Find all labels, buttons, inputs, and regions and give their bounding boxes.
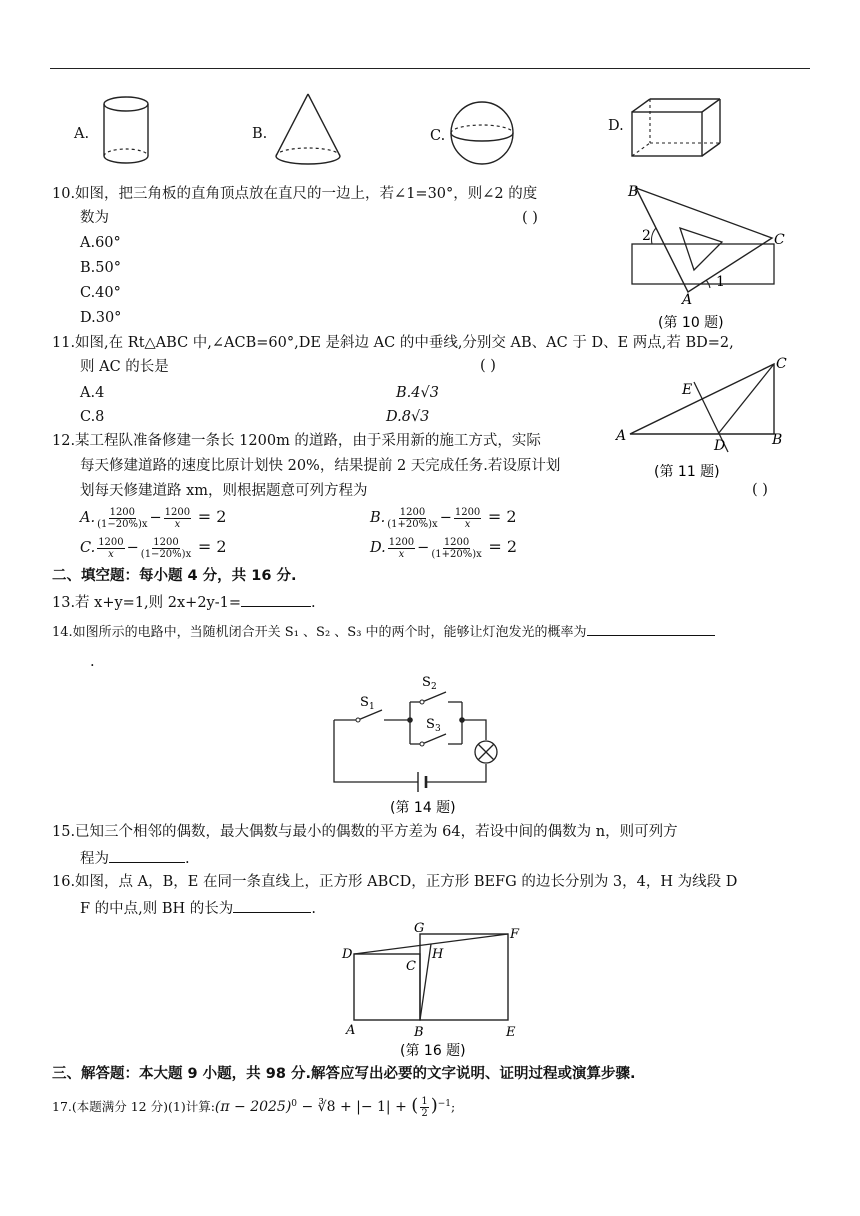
q12-option-b-n2: 1200 bbox=[454, 506, 481, 518]
q16-end: . bbox=[311, 901, 316, 917]
shape-option-c bbox=[430, 100, 540, 170]
q17-expr1: (π − 2025) bbox=[214, 1099, 292, 1116]
q17-end: ; bbox=[451, 1099, 456, 1115]
q14-label-s1: S bbox=[360, 695, 369, 710]
q11-answer-paren: ( ) bbox=[480, 358, 496, 374]
q12-option-c-n1: 1200 bbox=[98, 536, 124, 548]
q12-option-d-label: D. bbox=[370, 540, 386, 556]
q10-stem-line2: 数为 bbox=[80, 210, 109, 226]
q15-stem-line2 bbox=[80, 848, 190, 869]
shape-label-b: B. bbox=[252, 126, 268, 142]
q10-label-b: B bbox=[628, 184, 639, 200]
q16-label-h: H bbox=[432, 947, 444, 962]
q10-label-c: C bbox=[774, 232, 785, 248]
q16-label-a: A bbox=[346, 1023, 356, 1038]
q13-end: . bbox=[311, 595, 316, 611]
q15-answer-blank[interactable] bbox=[109, 848, 185, 863]
q10-option-d: D.30° bbox=[80, 310, 122, 326]
q10-figure bbox=[622, 182, 802, 332]
q11-label-b: B bbox=[772, 432, 783, 448]
q14-stem bbox=[52, 621, 715, 643]
q17-half-n: 1 bbox=[421, 1096, 428, 1108]
q12-option-b-frac1 bbox=[387, 507, 437, 530]
q14-end: . bbox=[90, 654, 95, 670]
q12-option-b bbox=[370, 504, 517, 530]
q16-label-c: C bbox=[406, 959, 416, 974]
q14-label-s2: S bbox=[422, 675, 431, 690]
q11-label-e: E bbox=[682, 382, 693, 398]
q12-option-c-d1: x bbox=[108, 548, 114, 560]
shape-option-a bbox=[74, 92, 174, 168]
q12-option-c-frac2 bbox=[141, 537, 191, 560]
q12-option-c-rhs: = 2 bbox=[197, 537, 227, 556]
q12-option-a-label: A. bbox=[80, 510, 96, 526]
q12-option-b-frac2 bbox=[454, 507, 481, 530]
q12-option-c-d2: (1−20%)x bbox=[140, 548, 192, 560]
cone-icon bbox=[270, 92, 350, 168]
q16-label-f: F bbox=[510, 927, 520, 942]
q12-option-d-n1: 1200 bbox=[388, 536, 415, 548]
q16-stem-line1: 16.如图，点 A，B，E 在同一条直线上，正方形 ABCD，正方形 BEFG 的边长分别为 3，4，H 为线段 D bbox=[52, 874, 738, 890]
q12-option-a-d2: x bbox=[174, 518, 181, 530]
q11-option-c: C.8 bbox=[80, 409, 105, 425]
q12-answer-paren: ( ) bbox=[752, 482, 768, 498]
q11-caption: (第 11 题) bbox=[654, 464, 720, 480]
q14-caption: (第 14 题) bbox=[390, 800, 456, 816]
q12-option-d-n2: 1200 bbox=[443, 536, 470, 548]
q12-option-a-rhs: = 2 bbox=[197, 507, 227, 526]
q10-option-c: C.40° bbox=[80, 285, 121, 301]
q10-label-2: 2 bbox=[642, 228, 651, 244]
q14-label-s3-sub: 3 bbox=[435, 724, 441, 734]
q12-option-d-frac1 bbox=[388, 537, 415, 560]
q10-label-a: A bbox=[682, 292, 693, 308]
q12-option-a-minus: − bbox=[149, 510, 162, 526]
shape-option-b bbox=[252, 92, 362, 168]
q12-option-b-minus: − bbox=[439, 510, 452, 526]
cylinder-icon bbox=[96, 92, 166, 168]
q14-answer-blank[interactable] bbox=[587, 621, 715, 636]
q16-caption: (第 16 题) bbox=[400, 1043, 466, 1059]
q12-option-c-label: C. bbox=[80, 540, 96, 556]
q15-line2-text: 程为 bbox=[80, 851, 109, 867]
q11-label-c: C bbox=[776, 356, 787, 372]
q14-label-s1-sub: 1 bbox=[369, 702, 375, 712]
q17-half-frac bbox=[420, 1096, 428, 1119]
q11-label-d: D bbox=[714, 438, 726, 454]
q10-option-b: B.50° bbox=[80, 260, 121, 276]
q16-figure bbox=[340, 920, 530, 1060]
q14-text: 14.如图所示的电路中，当随机闭合开关 S₁ 、S₂ 、S₃ 中的两个时，能够让灯泡发光的概率为 bbox=[52, 625, 587, 640]
q10-answer-paren: ( ) bbox=[522, 210, 538, 226]
shape-label-d: D. bbox=[608, 118, 624, 134]
q12-option-a-n1: 1200 bbox=[109, 506, 136, 518]
q11-stem-line2: 则 AC 的长是 bbox=[80, 359, 169, 375]
q11-option-b: B.4√3 bbox=[396, 385, 439, 401]
q12-option-b-n1: 1200 bbox=[399, 506, 426, 518]
q12-option-d-frac2 bbox=[431, 537, 481, 560]
q17-exp0: 0 bbox=[291, 1099, 298, 1109]
q10-label-1: 1 bbox=[716, 274, 725, 290]
q12-option-c-minus: − bbox=[126, 540, 139, 556]
q12-stem-line1: 12.某工程队准备修建一条长 1200m 的道路，由于采用新的施工方式，实际 bbox=[52, 433, 541, 449]
q13-text: 13.若 x+y=1,则 2x+2y-1= bbox=[52, 595, 242, 611]
shape-option-d bbox=[608, 96, 728, 160]
sphere-icon bbox=[446, 100, 526, 170]
q14-label-s2-sub: 2 bbox=[431, 682, 437, 692]
q13-stem bbox=[52, 592, 316, 613]
q10-option-a: A.60° bbox=[80, 235, 121, 251]
section2-heading: 二、填空题：每小题 4 分，共 16 分. bbox=[52, 568, 297, 584]
q16-stem-line2 bbox=[80, 898, 316, 919]
q12-option-d-d1: x bbox=[398, 548, 405, 560]
q15-end: . bbox=[185, 851, 190, 867]
q10-caption: (第 10 题) bbox=[658, 315, 724, 331]
q12-option-b-rhs: = 2 bbox=[487, 507, 517, 526]
q16-label-e: E bbox=[506, 1025, 516, 1040]
q12-option-a bbox=[80, 504, 226, 530]
q10-stem-line1: 10.如图，把三角板的直角顶点放在直尺的一边上，若∠1=30°，则∠2 的度 bbox=[52, 186, 538, 202]
q11-label-a: A bbox=[616, 428, 627, 444]
q17-half-d: 2 bbox=[421, 1108, 428, 1120]
q12-option-d-d2: (1+20%)x bbox=[431, 548, 482, 560]
q12-stem-line2: 每天修建道路的速度比原计划快 20%，结果提前 2 天完成任务.若设原计划 bbox=[80, 458, 561, 474]
q12-option-a-frac1 bbox=[97, 507, 147, 530]
q17-stem: 17.(本题满分 12 分)(1)计算:(π − 2025)$^0$ − ∛8 + |− 1| + ( $\frac{1}{2}$ )$^{-1}$; bbox=[52, 1095, 456, 1120]
q16-label-b: B bbox=[414, 1025, 424, 1040]
q15-stem-line1: 15.已知三个相邻的偶数，最大偶数与最小的偶数的平方差为 64，若设中间的偶数为 n，则可列方 bbox=[52, 824, 678, 840]
q11-figure bbox=[612, 356, 812, 486]
q11-option-d: D.8√3 bbox=[386, 409, 430, 425]
q12-option-a-frac2 bbox=[164, 507, 191, 530]
q12-option-a-d1: (1−20%)x bbox=[97, 518, 148, 530]
q14-label-s3: S bbox=[426, 717, 435, 732]
q11-stem-line1: 11.如图,在 Rt△ABC 中,∠ACB=60°,DE 是斜边 AC 的中垂线,分别交 AB、AC 于 D、E 两点,若 BD=2, bbox=[52, 335, 734, 351]
header-rule bbox=[50, 68, 810, 69]
q12-stem-line3: 划每天修建道路 xm，则根据题意可列方程为 bbox=[80, 483, 368, 499]
q12-option-c-n2: 1200 bbox=[153, 536, 179, 548]
q12-option-d bbox=[370, 534, 517, 560]
q14-circuit-figure bbox=[328, 672, 528, 816]
q12-option-b-d2: x bbox=[464, 518, 471, 530]
q12-option-c bbox=[80, 534, 227, 560]
q13-answer-blank[interactable] bbox=[241, 592, 311, 607]
q12-option-b-label: B. bbox=[370, 510, 386, 526]
q17-exp-neg1: −1 bbox=[437, 1099, 451, 1109]
q12-option-d-minus: − bbox=[417, 540, 430, 556]
q16-label-d: D bbox=[342, 947, 353, 962]
q17-expr2: − ∛8 + |− 1| + bbox=[297, 1099, 412, 1116]
shape-label-a: A. bbox=[74, 126, 90, 142]
q12-option-d-rhs: = 2 bbox=[488, 537, 518, 556]
q16-line2-text: F 的中点,则 BH 的长为 bbox=[80, 901, 234, 917]
section3-heading: 三、解答题：本大题 9 小题，共 98 分.解答应写出必要的文字说明、证明过程或演算步骤. bbox=[52, 1066, 636, 1082]
shape-label-c: C. bbox=[430, 128, 446, 144]
q12-option-c-frac1 bbox=[97, 537, 124, 560]
q16-label-g: G bbox=[414, 921, 425, 936]
q11-option-a: A.4 bbox=[80, 385, 105, 401]
cuboid-icon bbox=[626, 96, 726, 160]
q12-option-b-d1: (1+20%)x bbox=[387, 518, 438, 530]
q17-prefix: 17.(本题满分 12 分)(1)计算: bbox=[52, 1099, 215, 1115]
q12-option-a-n2: 1200 bbox=[164, 506, 191, 518]
q16-answer-blank[interactable] bbox=[233, 898, 311, 913]
